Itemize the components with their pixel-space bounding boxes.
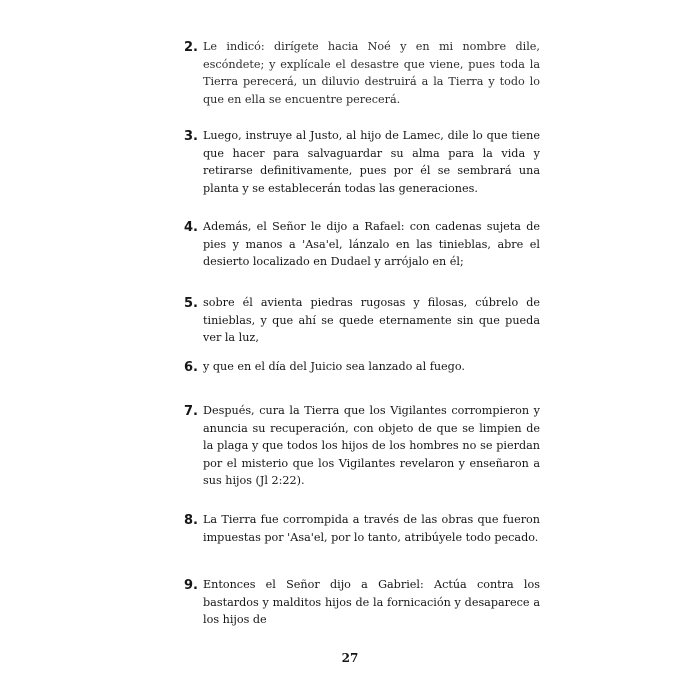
verse-number: 4. — [184, 220, 198, 235]
verse-text: Después, cura la Tierra que los Vigilantes corrompieron y anuncia su recuperación, con objeto de que se limpien de la plaga y que todos los hijos de los hombres no se pierdan por el misterio que los Vigilantes revelaron y enseñaron a sus hijos (Jl 2:22). — [203, 404, 540, 488]
verse-number: 6. — [184, 360, 198, 375]
verse-text: Entonces el Señor dijo a Gabriel: Actúa contra los bastardos y malditos hijos de la fornicación y desaparece a los hijos de — [203, 578, 540, 627]
verse-8 — [184, 511, 540, 546]
verse-number: 9. — [184, 578, 198, 593]
verse-text: y que en el día del Juicio sea lanzado al fuego. — [203, 360, 465, 373]
verse-4 — [184, 218, 540, 271]
verse-text: sobre él avienta piedras rugosas y filosas, cúbrelo de tinieblas, y que ahí se quede eternamente sin que pueda ver la luz, — [203, 296, 540, 345]
verse-number: 8. — [184, 513, 198, 528]
verse-number: 7. — [184, 404, 198, 419]
verse-number: 5. — [184, 296, 198, 311]
verse-7 — [184, 402, 540, 490]
verse-number: 3. — [184, 129, 198, 144]
verse-6 — [184, 358, 540, 376]
verse-text: Luego, instruye al Justo, al hijo de Lamec, dile lo que tiene que hacer para salvaguardar su alma para la vida y retirarse definitivamente, pues por él se sembrará una planta y se establecerán todas las generaciones. — [203, 129, 540, 195]
verse-3 — [184, 127, 540, 197]
verse-text: La Tierra fue corrompida a través de las obras que fueron impuestas por 'Asa'el, por lo tanto, atribúyele todo pecado. — [203, 513, 540, 544]
verse-9 — [184, 576, 540, 629]
page-number: 27 — [341, 651, 359, 665]
verse-2 — [184, 38, 540, 108]
verse-5 — [184, 294, 540, 347]
verse-text: Le indicó: dirígete hacia Noé y en mi nombre dile, escóndete; y explícale el desastre que viene, pues toda la Tierra perecerá, un diluvio destruirá a la Tierra y todo lo que en ella se encuentre perecerá. — [203, 40, 540, 106]
verse-number: 2. — [184, 40, 198, 55]
verse-text: Además, el Señor le dijo a Rafael: con cadenas sujeta de pies y manos a 'Asa'el, lánzalo en las tinieblas, abre el desierto localizado en Dudael y arrójalo en él; — [203, 220, 540, 269]
